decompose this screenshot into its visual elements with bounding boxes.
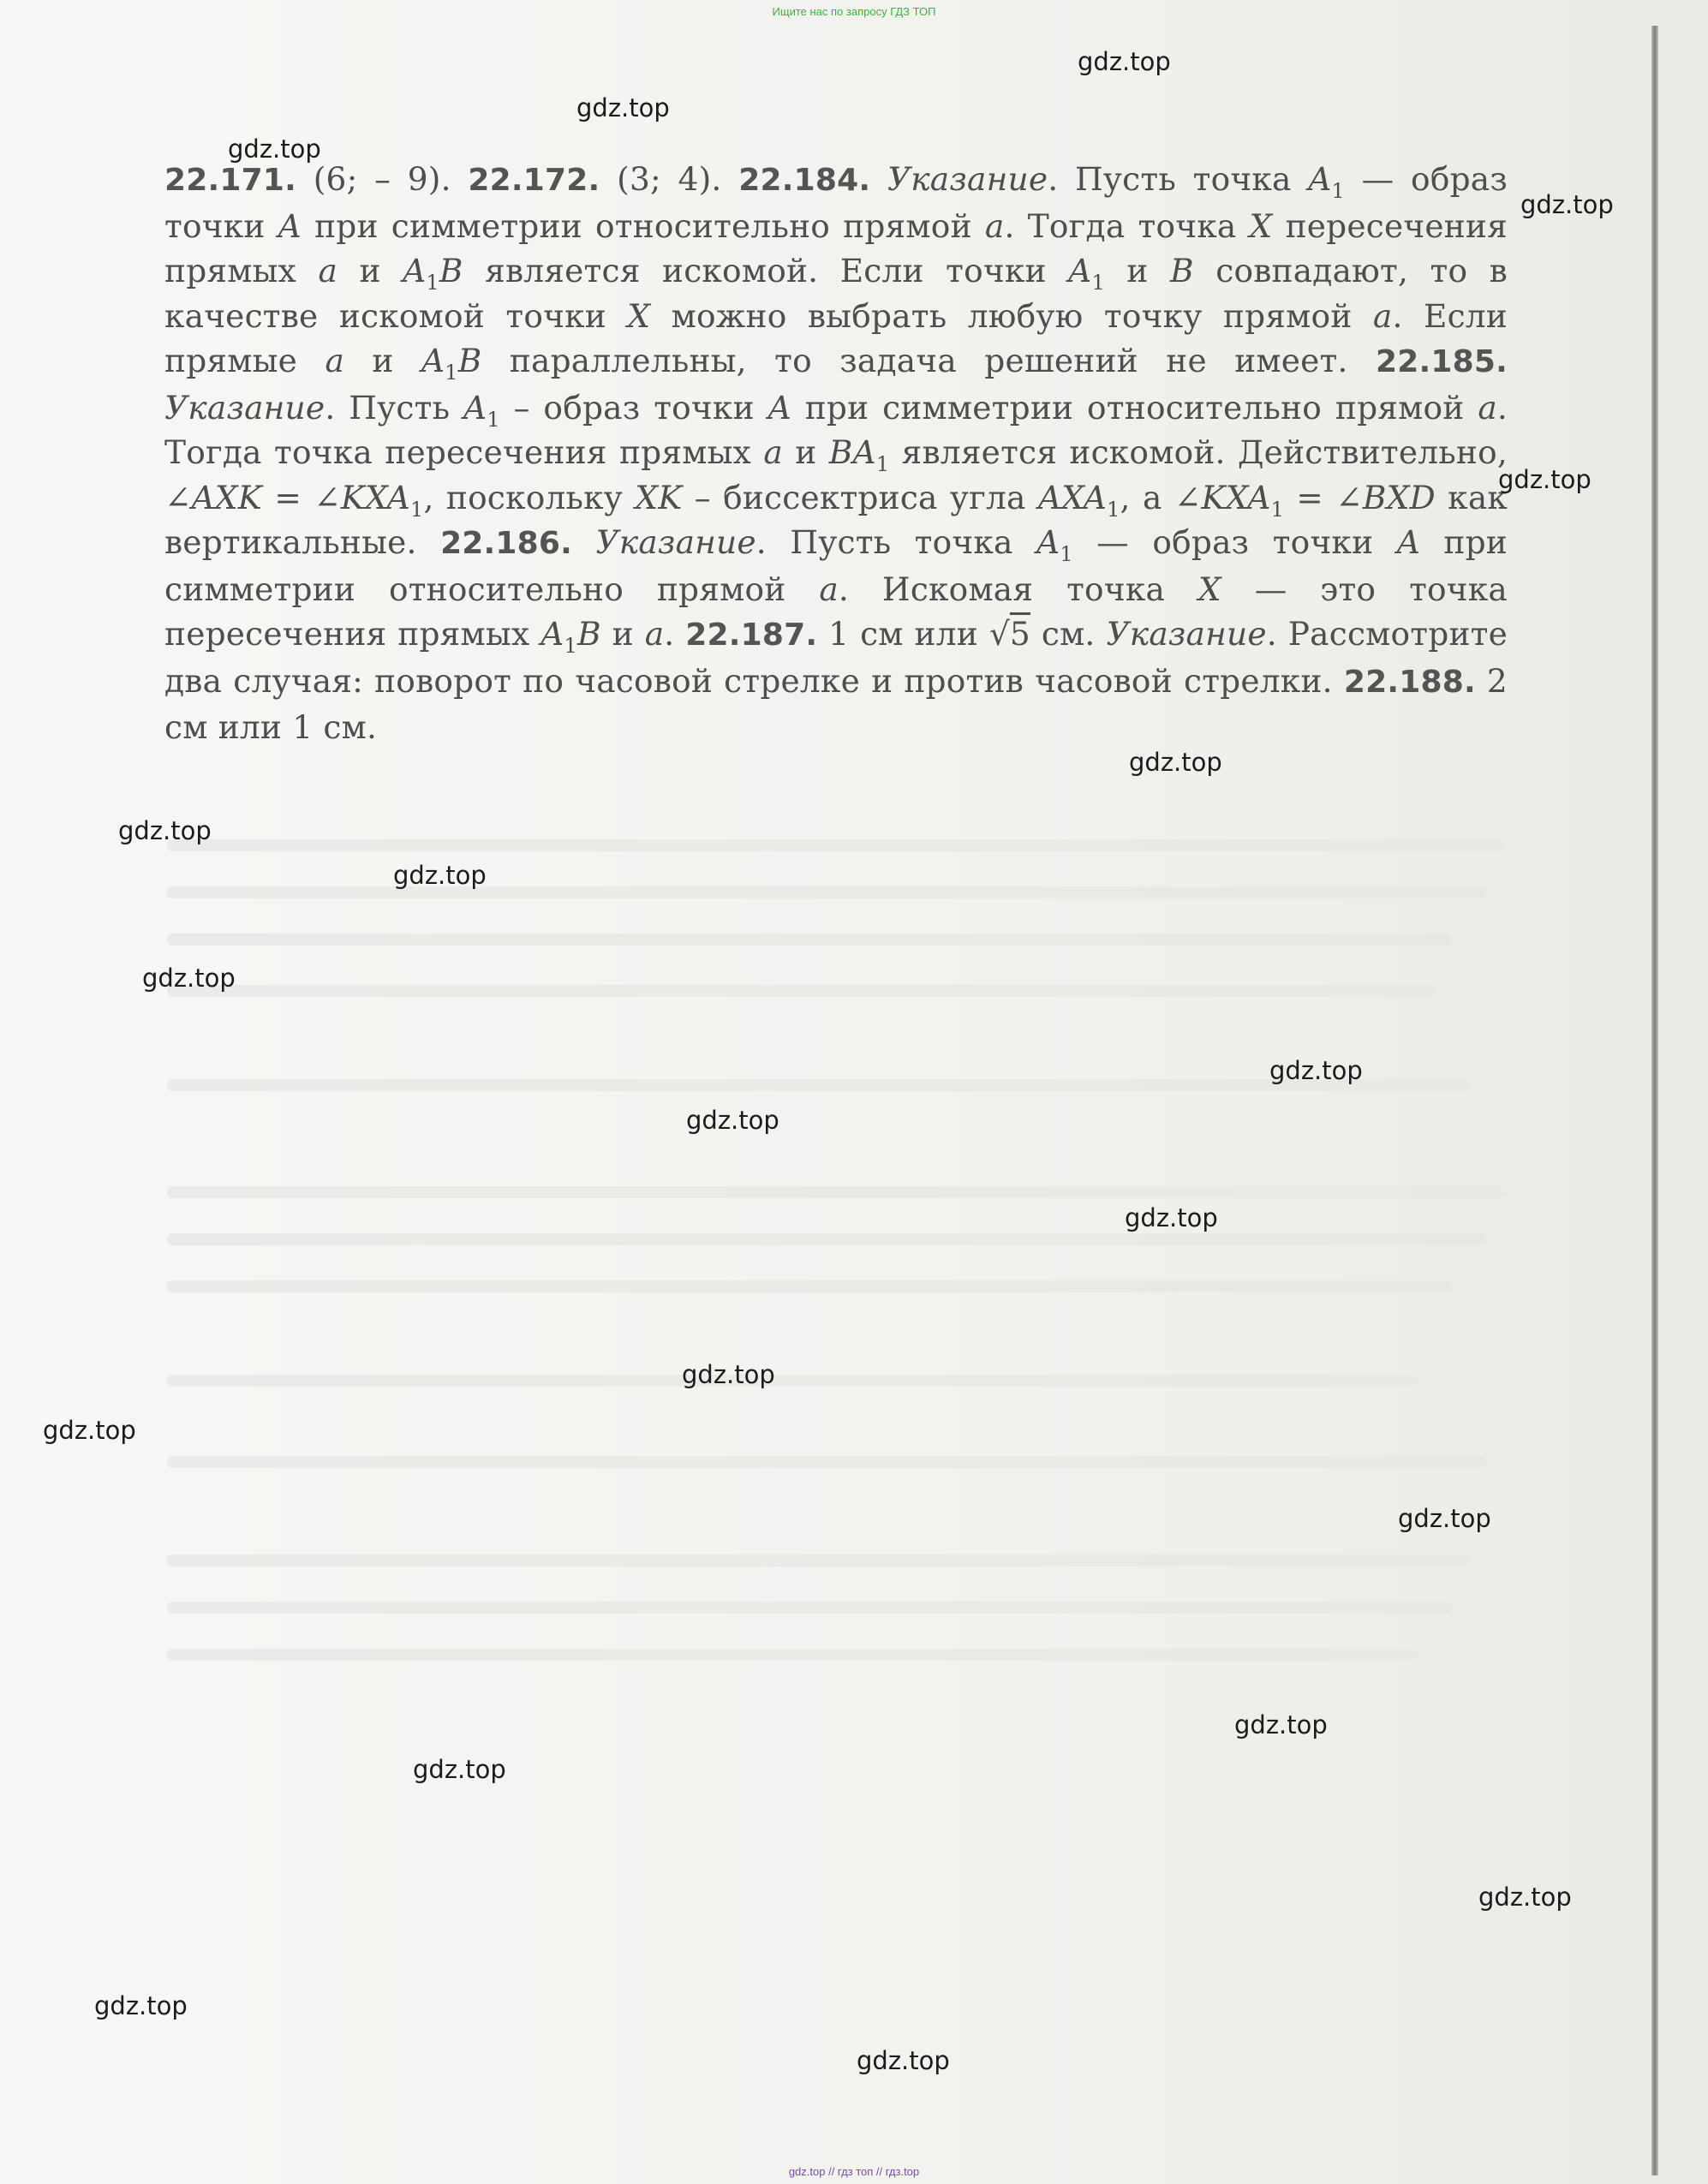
watermark: gdz.top [228,134,321,164]
watermark: gdz.top [393,861,487,890]
show-through-line [167,934,1452,946]
show-through-line [167,1554,1469,1566]
watermark: gdz.top [1129,748,1222,777]
watermark: gdz.top [576,93,670,122]
sqrt-sign: √ [988,615,1010,653]
watermark: gdz.top [682,1360,775,1389]
answer-number: 22.184. [738,163,871,198]
hint-label: Указание [595,523,756,561]
top-banner[interactable]: Ищите нас по запросу ГДЗ ТОП [772,5,936,18]
watermark: gdz.top [1478,1883,1572,1912]
watermark: gdz.top [43,1416,136,1445]
answer-number: 22.171. [164,163,296,198]
show-through-line [167,1280,1452,1292]
answer-number: 22.172. [468,163,600,198]
watermark: gdz.top [1125,1203,1218,1232]
watermark: gdz.top [1520,190,1614,219]
sqrt-radicand: 5 [1009,615,1030,653]
answer-number: 22.186. [440,526,573,561]
hint-label: Указание [887,160,1048,198]
watermark: gdz.top [94,1991,188,2020]
bottom-banner[interactable]: gdz.top // гдз топ // гдз.top [788,2165,920,2178]
show-through-line [167,839,1503,851]
watermark: gdz.top [1269,1056,1363,1085]
show-through-line [167,985,1435,997]
show-through-line [167,1233,1486,1245]
show-through-line [167,1649,1418,1661]
watermark: gdz.top [686,1106,779,1135]
show-through-line [167,1602,1452,1614]
watermark: gdz.top [1078,47,1171,76]
watermark: gdz.top [142,964,236,993]
answer-number: 22.185. [1376,344,1508,379]
show-through-line [167,1456,1486,1468]
watermark: gdz.top [1498,465,1592,494]
watermark: gdz.top [413,1755,506,1784]
answer-number: 22.187. [685,618,818,653]
watermark: gdz.top [1234,1710,1328,1739]
page-binding-edge [1651,26,1658,2175]
hint-label: Указание [164,388,325,427]
answer-number: 22.188. [1343,664,1476,700]
show-through-line [167,1186,1503,1198]
watermark: gdz.top [118,816,212,845]
show-through-line [167,886,1486,898]
hint-label: Указание [1106,615,1267,653]
answers-paragraph: 22.171. (6; – 9). 22.172. (3; 4). 22.184. Указание. Пусть точка $A_1$ — образ точки A при симметрии относительно прямой a. Тогда точка X пересечения прямых a и $A_1B$ является искомой. Если точки $A_1$ и B совпадают, то в качестве искомой точки X можно выбрать любую точку прямой a. Если прямые a и $A_1B$ параллельны, то задача решений не имеет. 22.185. Указание. Пусть $A_1$ – образ точки A при симметрии относительно прямой a. Тогда точка пересечения прямых a и $BA_1$ является искомой. Действительно, ∠AXK = $\angle KXA_1$, поскольку XK – биссектриса угла $AXA_1$, а $\angle KXA_1$ = ∠BXD как вертикальные. 22.186. Указание. Пусть точка $A_1$ — образ точки A при симметрии относительно прямой a. Искомая точка X — это точка пересечения прямых $A_1B$ и a. 22.187. 1 см или √5 см. Указание. Рассмотрите два случая: поворот по часовой стрелке и против часовой стрелки. 22.188. 2 см или 1 см. [164,160,1508,746]
watermark: gdz.top [857,2046,950,2075]
watermark: gdz.top [1398,1504,1491,1533]
show-through-line [167,1375,1418,1387]
